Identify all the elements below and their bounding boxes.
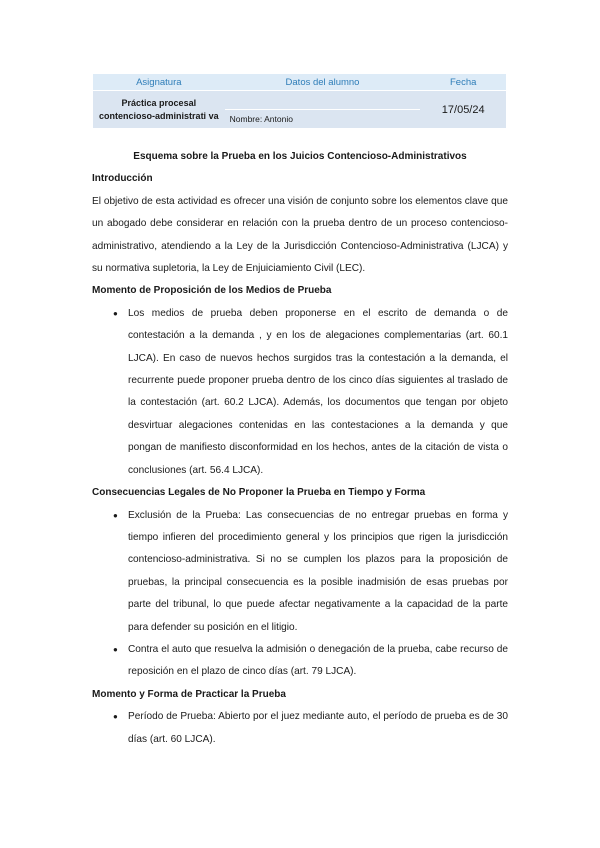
student-name-cell: Nombre: Antonio <box>225 110 421 129</box>
date-cell: 17/05/24 <box>420 91 506 129</box>
column-header-student: Datos del alumno <box>225 74 421 91</box>
list-item-text: Los medios de prueba deben proponerse en el escrito de demanda o de contestación a la demanda , y en los de alegaciones complementarias (art. 60.1 LJCA). En caso de nuevos hechos surgidos tras la contestación a la demanda, el recurrente puede proponer prueba dentro de los cinco días siguientes al traslado de la contestación (art. 60.2 LJCA). Además, los documentos que tengan por objeto desvirtuar alegaciones contenidas en las contestaciones a la demanda y que pongan de manifiesto disconformidad en los hechos, antes de la citación de vista o conclusiones (art. 56.4 LJCA). <box>128 307 508 476</box>
header-row <box>93 74 506 91</box>
consecuencias-list <box>92 505 508 684</box>
subject-cell: Práctica procesal contencioso-administrati va <box>93 91 225 129</box>
intro-paragraph: El objetivo de esta actividad es ofrecer una visión de conjunto sobre los elementos clave que un abogado debe considerar en relación con la prueba dentro de un proceso contencioso-administrativo, atendiendo a la Ley de la Jurisdicción Contencioso-Administrativa (LJCA) y su normativa supletoria, la Ley de Enjuiciamiento Civil (LEC). <box>92 195 508 275</box>
proposicion-list <box>92 303 508 482</box>
column-header-date: Fecha <box>420 74 506 91</box>
column-header-subject: Asignatura <box>93 74 225 91</box>
intro-heading: Introducción <box>92 173 153 185</box>
practica-list <box>92 706 508 751</box>
list-item-text: Contra el auto que resuelva la admisión o denegación de la prueba, cabe recurso de reposición en el plazo de cinco días (art. 79 LJCA). <box>128 643 508 678</box>
list-item <box>92 505 508 639</box>
list-item <box>92 639 508 684</box>
bullet-icon: ● <box>113 712 118 722</box>
practica-heading: Momento y Forma de Practicar la Prueba <box>92 688 286 700</box>
proposicion-heading: Momento de Proposición de los Medios de Prueba <box>92 285 332 297</box>
list-item-text: Exclusión de la Prueba: Las consecuencias de no entregar pruebas en forma y tiempo infieren del procedimiento general y los principios que rigen la jurisdicción contencioso-administrativa. Si no se cumplen los plazos para la proposición de pruebas, la principal consecuencia es la posible inadmisión de esas pruebas por parte del tribunal, lo que puede afectar negativamente a la capacidad de la parte para defender su posición en el litigio. <box>128 509 508 633</box>
student-empty-cell <box>225 91 421 110</box>
bullet-icon: ● <box>113 510 118 520</box>
list-item-text: Período de Prueba: Abierto por el juez mediante auto, el período de prueba es de 30 días (art. 60 LJCA). <box>128 711 508 745</box>
list-item <box>92 303 508 482</box>
bullet-icon: ● <box>113 308 118 318</box>
list-item <box>92 706 508 751</box>
header-table <box>93 74 506 128</box>
consecuencias-heading: Consecuencias Legales de No Proponer la Prueba en Tiempo y Forma <box>92 487 426 499</box>
header-data-row <box>93 91 506 110</box>
document-title: Esquema sobre la Prueba en los Juicios Contencioso-Administrativos <box>133 151 467 162</box>
bullet-icon: ● <box>113 644 118 654</box>
document-body <box>92 146 508 751</box>
